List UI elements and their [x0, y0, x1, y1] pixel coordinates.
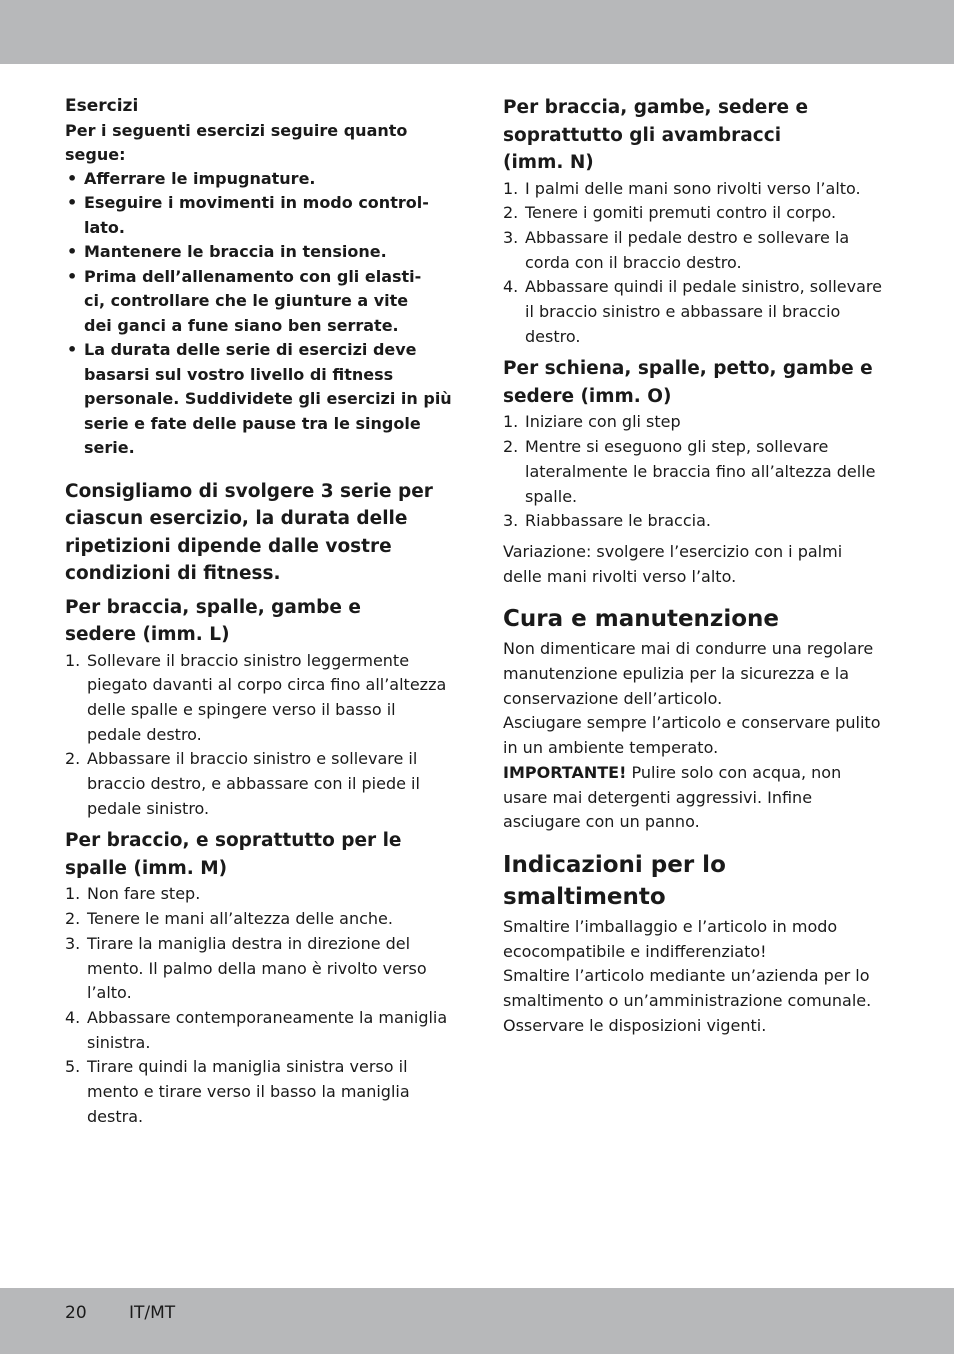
section-l-steps — [65, 649, 451, 822]
step-text: Abbassare il pedale destro e sollevare la corda con il braccio destro. — [525, 227, 850, 272]
step-text: Tenere i gomiti premuti contro il corpo. — [525, 203, 837, 223]
smaltimento-paragraph-1: Smaltire l’imballaggio e l’articolo in modo ecocompatibile e indifferenziato! — [503, 916, 838, 961]
list-item — [503, 435, 893, 509]
list-item — [503, 201, 893, 226]
list-item: • La durata delle serie di esercizi deve basarsi sul vostro livello di fitness personale. Suddividete gli esercizi in più serie e fate delle pause tra le singole serie. — [65, 338, 452, 461]
list-item: • Afferrare le impugnature. — [65, 167, 451, 192]
recommendation: Consigliamo di svolgere 3 serie per ciascun esercizio, la durata delle ripetizioni dipende dalle vostre condizioni di fitness. — [65, 480, 433, 584]
section-o-steps — [503, 410, 893, 534]
step-number: 1. — [65, 884, 81, 904]
language-code: IT/MT — [129, 1303, 176, 1323]
step-number: 4. — [65, 1007, 81, 1027]
step-text: I palmi delle mani sono rivolti verso l’alto. — [525, 178, 861, 198]
variation-text: Variazione: svolgere l’esercizio con i palmi delle mani rivolti verso l’alto. — [503, 541, 843, 586]
section-m-title: Per braccio, e soprattutto per le spalle (imm. M) — [65, 830, 402, 879]
cura-paragraph-2: Asciugare sempre l’articolo e conservare pulito in un ambiente temperato. — [503, 713, 881, 758]
step-number: 1. — [503, 178, 519, 198]
step-text: Mentre si eseguono gli step, sollevare lateralmente le braccia fino all’altezza delle spalle. — [525, 437, 876, 506]
step-text: Abbassare quindi il pedale sinistro, sollevare il braccio sinistro e abbassare il braccio destro. — [525, 277, 882, 346]
step-number: 4. — [503, 277, 519, 297]
step-text: Riabbassare le braccia. — [525, 511, 711, 531]
step-text: Tirare quindi la maniglia sinistra verso il mento e tirare verso il basso la maniglia destra. — [87, 1057, 410, 1126]
right-column — [503, 94, 893, 1038]
step-number: 2. — [65, 909, 81, 929]
step-number: 1. — [65, 650, 81, 670]
list-item — [503, 275, 893, 349]
step-number: 2. — [503, 203, 519, 223]
step-number: 2. — [503, 437, 519, 457]
step-text: Sollevare il braccio sinistro leggermente piegato davanti al corpo circa fino all’altezza delle spalle e spingere verso il basso il pedale destro. — [87, 650, 447, 744]
esercizi-bullets — [65, 167, 451, 461]
list-item — [65, 1055, 451, 1129]
cura-important — [503, 761, 853, 835]
step-text: Iniziare con gli step — [525, 412, 681, 432]
list-item — [503, 226, 893, 275]
list-item — [65, 747, 451, 821]
step-number: 3. — [503, 227, 519, 247]
step-text: Non fare step. — [87, 884, 201, 904]
list-item — [65, 907, 451, 932]
section-l-title: Per braccia, spalle, gambe e sedere (imm. L) — [65, 596, 361, 645]
step-number: 3. — [65, 933, 81, 953]
important-label: IMPORTANTE! — [503, 762, 627, 782]
step-number: 1. — [503, 412, 519, 432]
esercizi-intro: Per i seguenti esercizi seguire quanto segue: — [65, 120, 408, 164]
section-n-steps — [503, 177, 893, 350]
step-text: Tenere le mani all’altezza delle anche. — [87, 909, 393, 929]
list-item — [65, 1006, 451, 1055]
smaltimento-title: Indicazioni per lo smaltimento — [503, 851, 726, 910]
step-text: Tirare la maniglia destra in direzione del mento. Il palmo della mano è rivolto verso l’alto. — [87, 933, 427, 1003]
section-m-steps — [65, 882, 451, 1129]
esercizi-title: Esercizi — [65, 96, 139, 116]
left-column — [65, 94, 451, 1129]
section-n-title: Per braccia, gambe, sedere e soprattutto gli avambracci (imm. N) — [503, 97, 809, 173]
list-item — [503, 509, 893, 534]
step-number: 5. — [65, 1057, 81, 1077]
cura-paragraph-1: Non dimenticare mai di condurre una regolare manutenzione epulizia per la sicurezza e la conservazione dell’articolo. — [503, 639, 874, 708]
cura-title: Cura e manutenzione — [503, 606, 779, 633]
list-item: • Mantenere le braccia in tensione. — [65, 240, 451, 265]
list-item: • Prima dell’allenamento con gli elasti-ci, controllare che le giunture a vite dei ganci a fune siano ben serrate. — [65, 265, 429, 339]
list-item — [65, 649, 451, 748]
smaltimento-paragraph-2: Smaltire l’articolo mediante un’azienda per lo smaltimento o un’amministrazione comunale. Osservare le disposizioni vigenti. — [503, 966, 872, 1035]
page-number: 20 — [65, 1303, 87, 1323]
list-item — [503, 177, 893, 202]
step-text: Abbassare contemporaneamente la maniglia sinistra. — [87, 1007, 448, 1052]
important-text: Pulire solo con acqua, non usare mai detergenti aggressivi. Infine asciugare con un panno. — [503, 762, 842, 832]
list-item — [65, 882, 451, 907]
step-number: 2. — [65, 749, 81, 769]
section-o-title: Per schiena, spalle, petto, gambe e sedere (imm. O) — [503, 358, 873, 407]
list-item: • Eseguire i movimenti in modo control-lato. — [65, 191, 429, 240]
header-bar — [0, 0, 954, 64]
list-item — [503, 410, 893, 435]
step-number: 3. — [503, 511, 519, 531]
list-item — [65, 932, 451, 1006]
step-text: Abbassare il braccio sinistro e sollevare il braccio destro, e abbassare con il piede il pedale sinistro. — [87, 749, 420, 818]
